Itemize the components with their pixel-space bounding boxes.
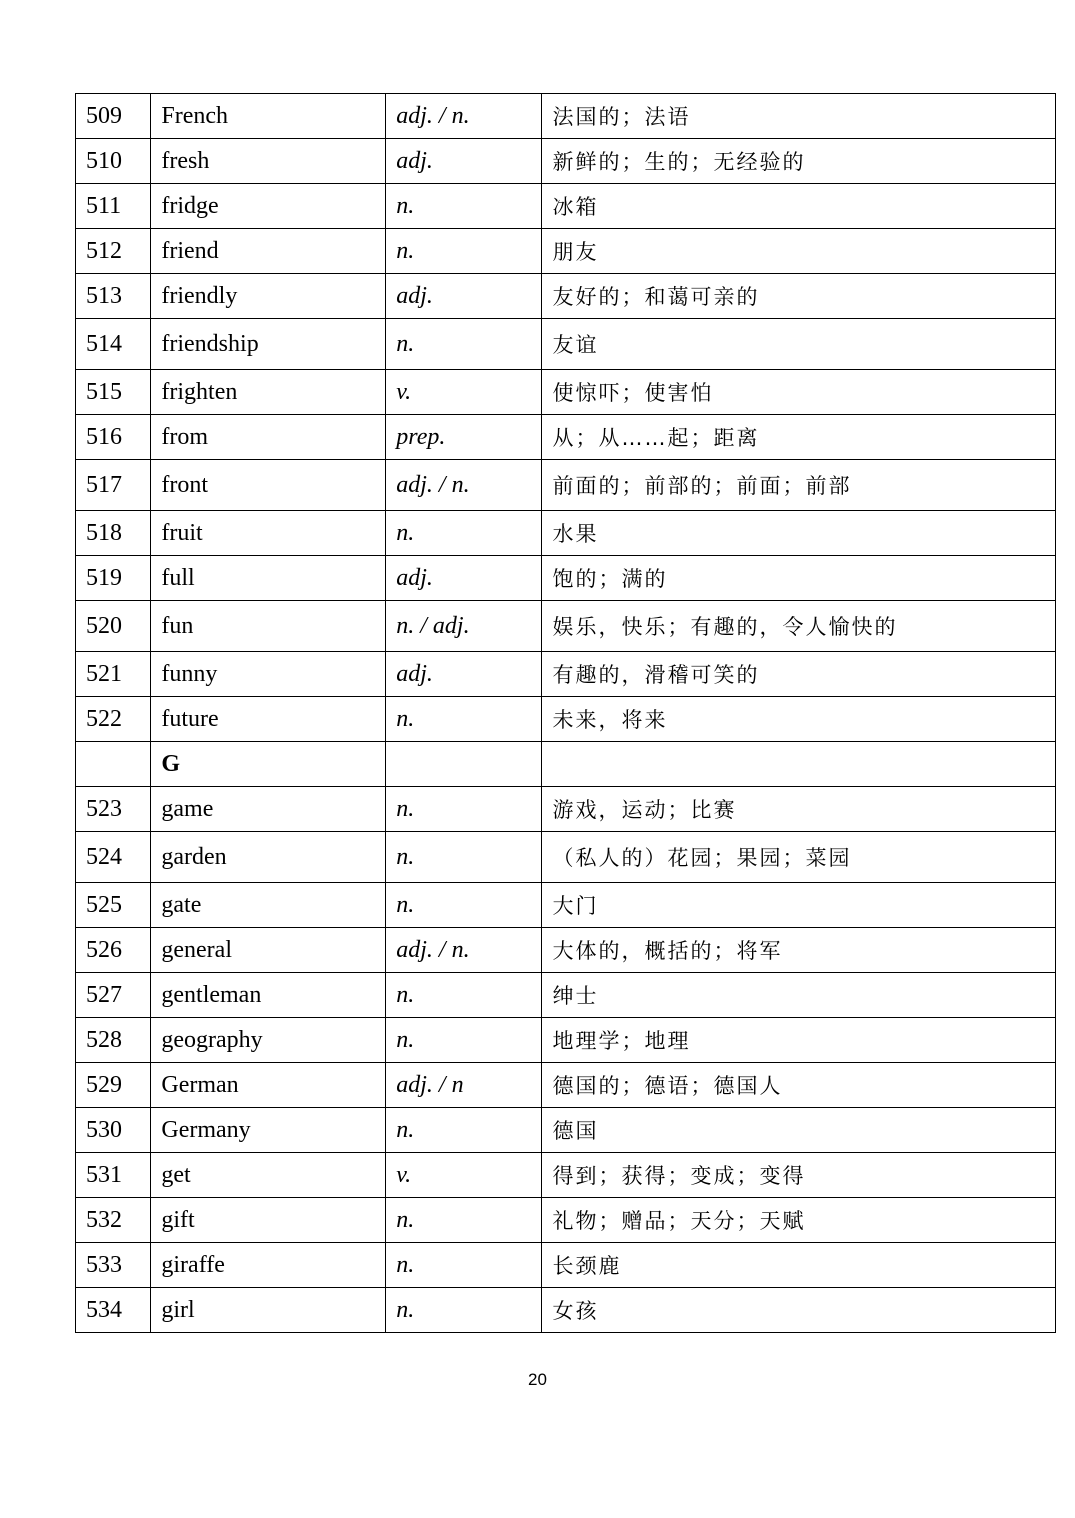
entry-number: 531 bbox=[76, 1153, 151, 1198]
entry-word: fridge bbox=[151, 184, 386, 229]
part-of-speech: v. bbox=[386, 370, 542, 415]
part-of-speech: adj. bbox=[386, 652, 542, 697]
entry-number: 530 bbox=[76, 1108, 151, 1153]
entry-number: 522 bbox=[76, 697, 151, 742]
chinese-definition bbox=[542, 742, 1056, 787]
part-of-speech: n. bbox=[386, 511, 542, 556]
entry-word: fresh bbox=[151, 139, 386, 184]
part-of-speech: n. bbox=[386, 1288, 542, 1333]
entry-word: get bbox=[151, 1153, 386, 1198]
table-row bbox=[76, 319, 1056, 370]
entry-number: 533 bbox=[76, 1243, 151, 1288]
entry-number: 515 bbox=[76, 370, 151, 415]
chinese-definition: 德国的；德语；德国人 bbox=[542, 1063, 1056, 1108]
entry-number: 521 bbox=[76, 652, 151, 697]
table-row bbox=[76, 511, 1056, 556]
section-letter: G bbox=[151, 742, 386, 787]
table-row bbox=[76, 883, 1056, 928]
part-of-speech: adj. bbox=[386, 556, 542, 601]
table-row bbox=[76, 460, 1056, 511]
chinese-definition: 德国 bbox=[542, 1108, 1056, 1153]
chinese-definition: 大门 bbox=[542, 883, 1056, 928]
vocabulary-table bbox=[75, 93, 1056, 1333]
chinese-definition: 前面的；前部的；前面；前部 bbox=[542, 460, 1056, 511]
entry-word: friendly bbox=[151, 274, 386, 319]
part-of-speech: n. bbox=[386, 1108, 542, 1153]
entry-number: 513 bbox=[76, 274, 151, 319]
part-of-speech: n. bbox=[386, 973, 542, 1018]
chinese-definition: 长颈鹿 bbox=[542, 1243, 1056, 1288]
table-row bbox=[76, 1108, 1056, 1153]
chinese-definition: 礼物；赠品；天分；天赋 bbox=[542, 1198, 1056, 1243]
entry-number: 519 bbox=[76, 556, 151, 601]
part-of-speech: adj. / n. bbox=[386, 460, 542, 511]
entry-word: French bbox=[151, 94, 386, 139]
part-of-speech: n. bbox=[386, 1018, 542, 1063]
part-of-speech: n. bbox=[386, 883, 542, 928]
entry-number: 518 bbox=[76, 511, 151, 556]
part-of-speech: n. bbox=[386, 832, 542, 883]
chinese-definition: 娱乐，快乐；有趣的，令人愉快的 bbox=[542, 601, 1056, 652]
chinese-definition: 冰箱 bbox=[542, 184, 1056, 229]
part-of-speech: adj. bbox=[386, 139, 542, 184]
entry-number: 517 bbox=[76, 460, 151, 511]
chinese-definition: 有趣的，滑稽可笑的 bbox=[542, 652, 1056, 697]
entry-number: 510 bbox=[76, 139, 151, 184]
entry-word: gate bbox=[151, 883, 386, 928]
table-row bbox=[76, 1063, 1056, 1108]
entry-word: fruit bbox=[151, 511, 386, 556]
vocabulary-table-body bbox=[76, 94, 1056, 1333]
part-of-speech: prep. bbox=[386, 415, 542, 460]
entry-word: garden bbox=[151, 832, 386, 883]
entry-word: front bbox=[151, 460, 386, 511]
entry-word: gentleman bbox=[151, 973, 386, 1018]
entry-number: 523 bbox=[76, 787, 151, 832]
entry-word: frighten bbox=[151, 370, 386, 415]
entry-number: 525 bbox=[76, 883, 151, 928]
part-of-speech: n. bbox=[386, 787, 542, 832]
entry-word: full bbox=[151, 556, 386, 601]
part-of-speech: v. bbox=[386, 1153, 542, 1198]
entry-word: from bbox=[151, 415, 386, 460]
table-row bbox=[76, 928, 1056, 973]
table-row bbox=[76, 139, 1056, 184]
part-of-speech: n. bbox=[386, 697, 542, 742]
chinese-definition: 友谊 bbox=[542, 319, 1056, 370]
entry-word: fun bbox=[151, 601, 386, 652]
table-row bbox=[76, 601, 1056, 652]
table-row bbox=[76, 697, 1056, 742]
chinese-definition: 法国的；法语 bbox=[542, 94, 1056, 139]
entry-word: future bbox=[151, 697, 386, 742]
table-row bbox=[76, 1288, 1056, 1333]
entry-word: funny bbox=[151, 652, 386, 697]
chinese-definition: 朋友 bbox=[542, 229, 1056, 274]
chinese-definition: 友好的；和蔼可亲的 bbox=[542, 274, 1056, 319]
part-of-speech: adj. / n bbox=[386, 1063, 542, 1108]
chinese-definition: （私人的）花园；果园；菜园 bbox=[542, 832, 1056, 883]
entry-number: 511 bbox=[76, 184, 151, 229]
chinese-definition: 新鲜的；生的；无经验的 bbox=[542, 139, 1056, 184]
table-row bbox=[76, 652, 1056, 697]
table-row bbox=[76, 1018, 1056, 1063]
entry-word: friendship bbox=[151, 319, 386, 370]
entry-number: 529 bbox=[76, 1063, 151, 1108]
entry-number: 514 bbox=[76, 319, 151, 370]
chinese-definition: 绅士 bbox=[542, 973, 1056, 1018]
part-of-speech: n. bbox=[386, 1243, 542, 1288]
part-of-speech: n. bbox=[386, 184, 542, 229]
entry-word: geography bbox=[151, 1018, 386, 1063]
table-row bbox=[76, 973, 1056, 1018]
entry-number: 527 bbox=[76, 973, 151, 1018]
entry-number bbox=[76, 742, 151, 787]
chinese-definition: 女孩 bbox=[542, 1288, 1056, 1333]
chinese-definition: 饱的；满的 bbox=[542, 556, 1056, 601]
part-of-speech: n. / adj. bbox=[386, 601, 542, 652]
part-of-speech: n. bbox=[386, 229, 542, 274]
chinese-definition: 得到；获得；变成；变得 bbox=[542, 1153, 1056, 1198]
table-row bbox=[76, 1153, 1056, 1198]
table-row bbox=[76, 556, 1056, 601]
part-of-speech: n. bbox=[386, 319, 542, 370]
part-of-speech bbox=[386, 742, 542, 787]
entry-number: 520 bbox=[76, 601, 151, 652]
entry-number: 534 bbox=[76, 1288, 151, 1333]
entry-word: German bbox=[151, 1063, 386, 1108]
chinese-definition: 未来，将来 bbox=[542, 697, 1056, 742]
table-row bbox=[76, 184, 1056, 229]
entry-word: friend bbox=[151, 229, 386, 274]
entry-number: 528 bbox=[76, 1018, 151, 1063]
page-number: 20 bbox=[528, 1370, 547, 1389]
entry-word: game bbox=[151, 787, 386, 832]
entry-word: girl bbox=[151, 1288, 386, 1333]
table-row bbox=[76, 274, 1056, 319]
table-row bbox=[76, 832, 1056, 883]
entry-number: 509 bbox=[76, 94, 151, 139]
chinese-definition: 从；从……起；距离 bbox=[542, 415, 1056, 460]
part-of-speech: adj. / n. bbox=[386, 94, 542, 139]
entry-number: 526 bbox=[76, 928, 151, 973]
entry-number: 512 bbox=[76, 229, 151, 274]
section-heading-row bbox=[76, 742, 1056, 787]
table-row bbox=[76, 94, 1056, 139]
entry-word: giraffe bbox=[151, 1243, 386, 1288]
entry-word: gift bbox=[151, 1198, 386, 1243]
table-row bbox=[76, 787, 1056, 832]
chinese-definition: 地理学；地理 bbox=[542, 1018, 1056, 1063]
chinese-definition: 游戏，运动；比赛 bbox=[542, 787, 1056, 832]
table-row bbox=[76, 370, 1056, 415]
entry-word: general bbox=[151, 928, 386, 973]
chinese-definition: 使惊吓；使害怕 bbox=[542, 370, 1056, 415]
table-row bbox=[76, 229, 1056, 274]
table-row bbox=[76, 1243, 1056, 1288]
table-row bbox=[76, 415, 1056, 460]
entry-number: 524 bbox=[76, 832, 151, 883]
part-of-speech: adj. bbox=[386, 274, 542, 319]
part-of-speech: n. bbox=[386, 1198, 542, 1243]
chinese-definition: 水果 bbox=[542, 511, 1056, 556]
chinese-definition: 大体的，概括的；将军 bbox=[542, 928, 1056, 973]
entry-number: 532 bbox=[76, 1198, 151, 1243]
entry-word: Germany bbox=[151, 1108, 386, 1153]
entry-number: 516 bbox=[76, 415, 151, 460]
table-row bbox=[76, 1198, 1056, 1243]
part-of-speech: adj. / n. bbox=[386, 928, 542, 973]
